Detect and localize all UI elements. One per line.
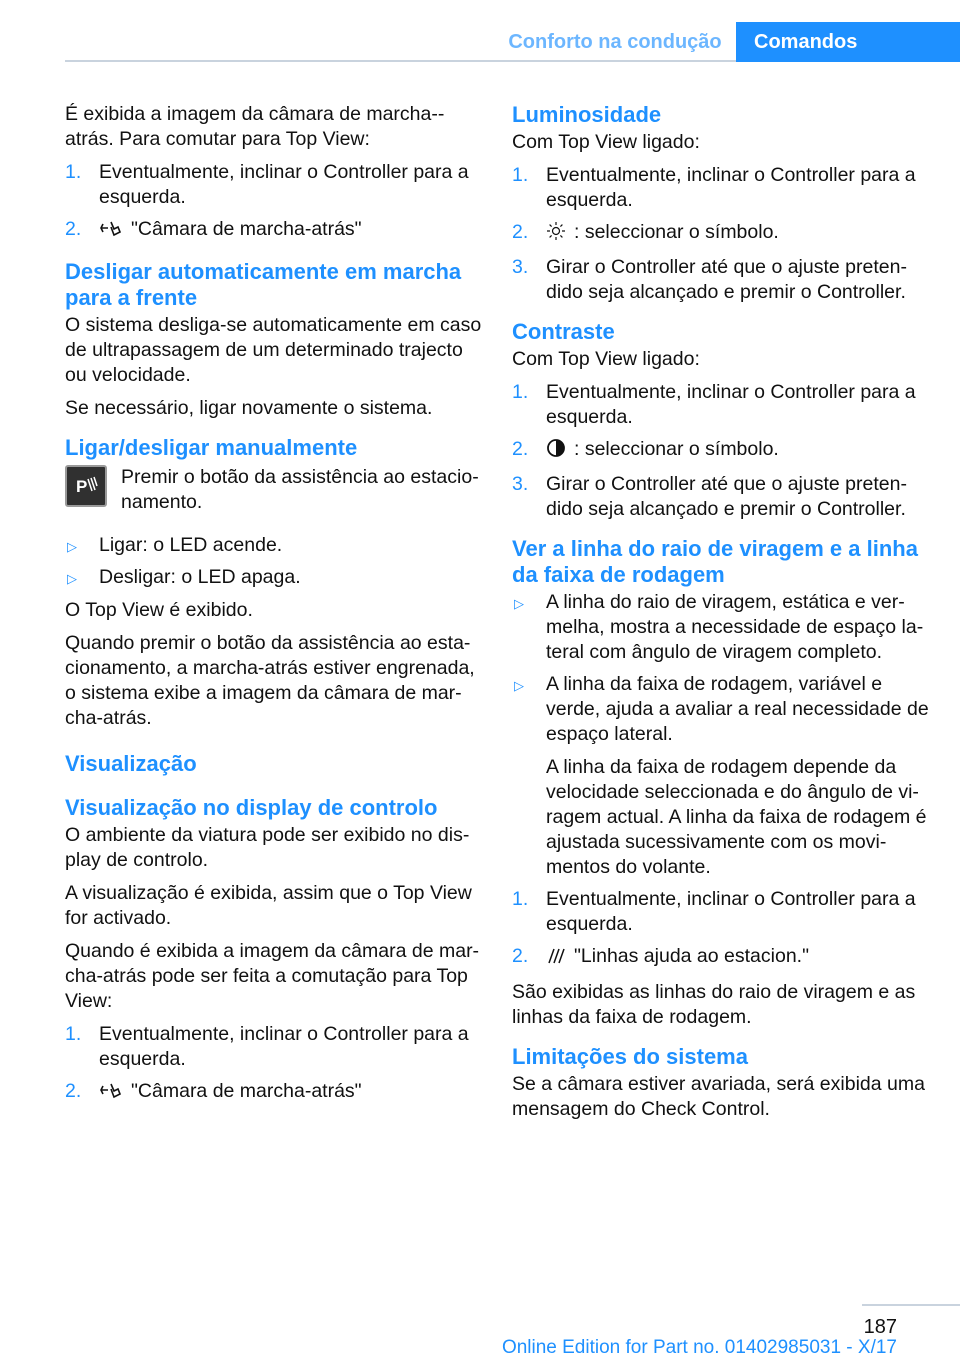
bullet-text: Desligar: o LED apaga. [99, 566, 301, 588]
left-column [65, 102, 483, 1115]
bullet-text: A linha do raio de viragem, estática e ver-melha, mostra a necessidade de espaço la-teral com ângulo de viragem completo. [546, 591, 924, 663]
list-item [65, 1079, 483, 1107]
step-number: 1. [512, 888, 529, 910]
heading-auto-off: Desligar automaticamente em marcha para a frente [65, 259, 462, 310]
section-tab[interactable]: Conforto na condução [508, 30, 722, 53]
bullet-text: Ligar: o LED acende. [99, 534, 283, 556]
triangle-bullet-icon: ▷ [67, 571, 77, 586]
list-item [512, 590, 932, 665]
step-text: : seleccionar o símbolo. [574, 221, 779, 243]
right-column [512, 102, 932, 1130]
step-text: Girar o Controller até que o ajuste preten-dido seja alcançado e premir o Controller. [546, 256, 907, 303]
brightness-icon [546, 221, 566, 248]
list-item [512, 220, 932, 248]
bullet-list [512, 590, 932, 747]
list-item [512, 380, 932, 430]
step-text: Eventualmente, inclinar o Controller para a esquerda. [99, 161, 469, 208]
step-number: 1. [512, 164, 529, 186]
paragraph: A visualização é exibida, assim que o Top View for activado. [65, 882, 472, 929]
button-instruction-text: Premir o botão da assistência ao estacio-namento. [121, 466, 479, 513]
button-instruction [65, 465, 483, 515]
step-number: 2. [512, 438, 529, 460]
step-number: 2. [512, 945, 529, 967]
heading-display: Visualização [65, 751, 197, 776]
step-text: Girar o Controller até que o ajuste preten-dido seja alcançado e premir o Controller. [546, 473, 907, 520]
step-number: 2. [65, 218, 82, 240]
step-text: Eventualmente, inclinar o Controller para a esquerda. [546, 164, 916, 211]
steps-list [65, 160, 483, 245]
list-item [512, 472, 932, 522]
heading-limits: Limitações do sistema [512, 1044, 748, 1069]
list-item [512, 437, 932, 465]
heading-contrast: Contraste [512, 319, 615, 344]
footer-rule [862, 1304, 960, 1306]
step-text: Eventualmente, inclinar o Controller para a esquerda. [546, 888, 916, 935]
svg-text:P: P [76, 477, 88, 496]
paragraph: Quando premir o botão da assistência ao esta-cionamento, a marcha-atrás estiver engrenada, o sistema exibe a imagem da câmara de mar-cha-atrás. [65, 632, 475, 729]
step-number: 2. [512, 221, 529, 243]
lane-detail-paragraph: A linha da faixa de rodagem depende da velocidade seleccionada e do ângulo de vi-ragem actual. A linha da faixa de rodagem é ajustada sucessivamente com os movi-mentos do volante. [546, 756, 927, 878]
list-item [512, 672, 932, 747]
steps-list [512, 380, 932, 522]
chapter-tab[interactable]: Comandos [736, 22, 960, 62]
paragraph: Com Top View ligado: [512, 131, 700, 153]
step-number: 1. [65, 1023, 82, 1045]
step-text: "Câmara de marcha-atrás" [131, 218, 362, 240]
heading-display-control: Visualização no display de controlo [65, 795, 438, 820]
steps-list [512, 163, 932, 305]
paragraph: Se a câmara estiver avariada, será exibida uma mensagem do Check Control. [512, 1073, 925, 1120]
bullet-list [65, 533, 483, 590]
heading-manual: Ligar/desligar manualmente [65, 435, 358, 460]
contrast-icon [546, 438, 566, 465]
triangle-bullet-icon: ▷ [67, 539, 77, 554]
paragraph: O Top View é exibido. [65, 599, 253, 621]
triangle-bullet-icon: ▷ [514, 596, 524, 611]
list-item [512, 163, 932, 213]
edition-note: Online Edition for Part no. 01402985031 - X/17 [501, 1337, 897, 1358]
heading-brightness: Luminosidade [512, 102, 662, 127]
rear-camera-icon [99, 1080, 123, 1107]
list-item [65, 160, 483, 210]
steps-list [512, 887, 932, 972]
steps-list [65, 1022, 483, 1107]
paragraph: O sistema desliga-se automaticamente em caso de ultrapassagem de um determinado trajecto ou velocidade. [65, 314, 482, 386]
paragraph: Se necessário, ligar novamente o sistema. [65, 397, 433, 419]
paragraph: Quando é exibida a imagem da câmara de mar-cha-atrás pode ser feita a comutação para Top View: [65, 940, 480, 1012]
heading-lines: Ver a linha do raio de viragem e a linha da faixa de rodagem [512, 536, 918, 587]
paragraph: Com Top View ligado: [512, 348, 700, 370]
step-number: 2. [65, 1080, 82, 1102]
step-number: 3. [512, 256, 529, 278]
step-number: 1. [65, 161, 82, 183]
step-text: "Linhas ajuda ao estacion." [574, 945, 810, 967]
page-number: 187 [863, 1316, 897, 1338]
step-text: "Câmara de marcha-atrás" [131, 1080, 362, 1102]
list-item [65, 1022, 483, 1072]
list-item [65, 217, 483, 245]
intro-paragraph: É exibida a imagem da câmara de marcha--atrás. Para comutar para Top View: [65, 103, 445, 150]
step-number: 3. [512, 473, 529, 495]
triangle-bullet-icon: ▷ [514, 678, 524, 693]
bullet-text: A linha da faixa de rodagem, variável e verde, ajuda a avaliar a real necessidade de espaço lateral. [546, 673, 929, 745]
list-item [65, 533, 483, 558]
list-item [65, 565, 483, 590]
list-item [512, 887, 932, 937]
paragraph: São exibidas as linhas do raio de viragem e as linhas da faixa de rodagem. [512, 981, 916, 1028]
step-text: Eventualmente, inclinar o Controller para a esquerda. [546, 381, 916, 428]
list-item [512, 944, 932, 972]
step-number: 1. [512, 381, 529, 403]
list-item [512, 255, 932, 305]
step-text: Eventualmente, inclinar o Controller para a esquerda. [99, 1023, 469, 1070]
paragraph: O ambiente da viatura pode ser exibido no dis-play de controlo. [65, 824, 470, 871]
parking-lines-icon [546, 945, 566, 972]
parking-assist-button-icon [65, 465, 107, 507]
step-text: : seleccionar o símbolo. [574, 438, 779, 460]
rear-camera-icon [99, 218, 123, 245]
